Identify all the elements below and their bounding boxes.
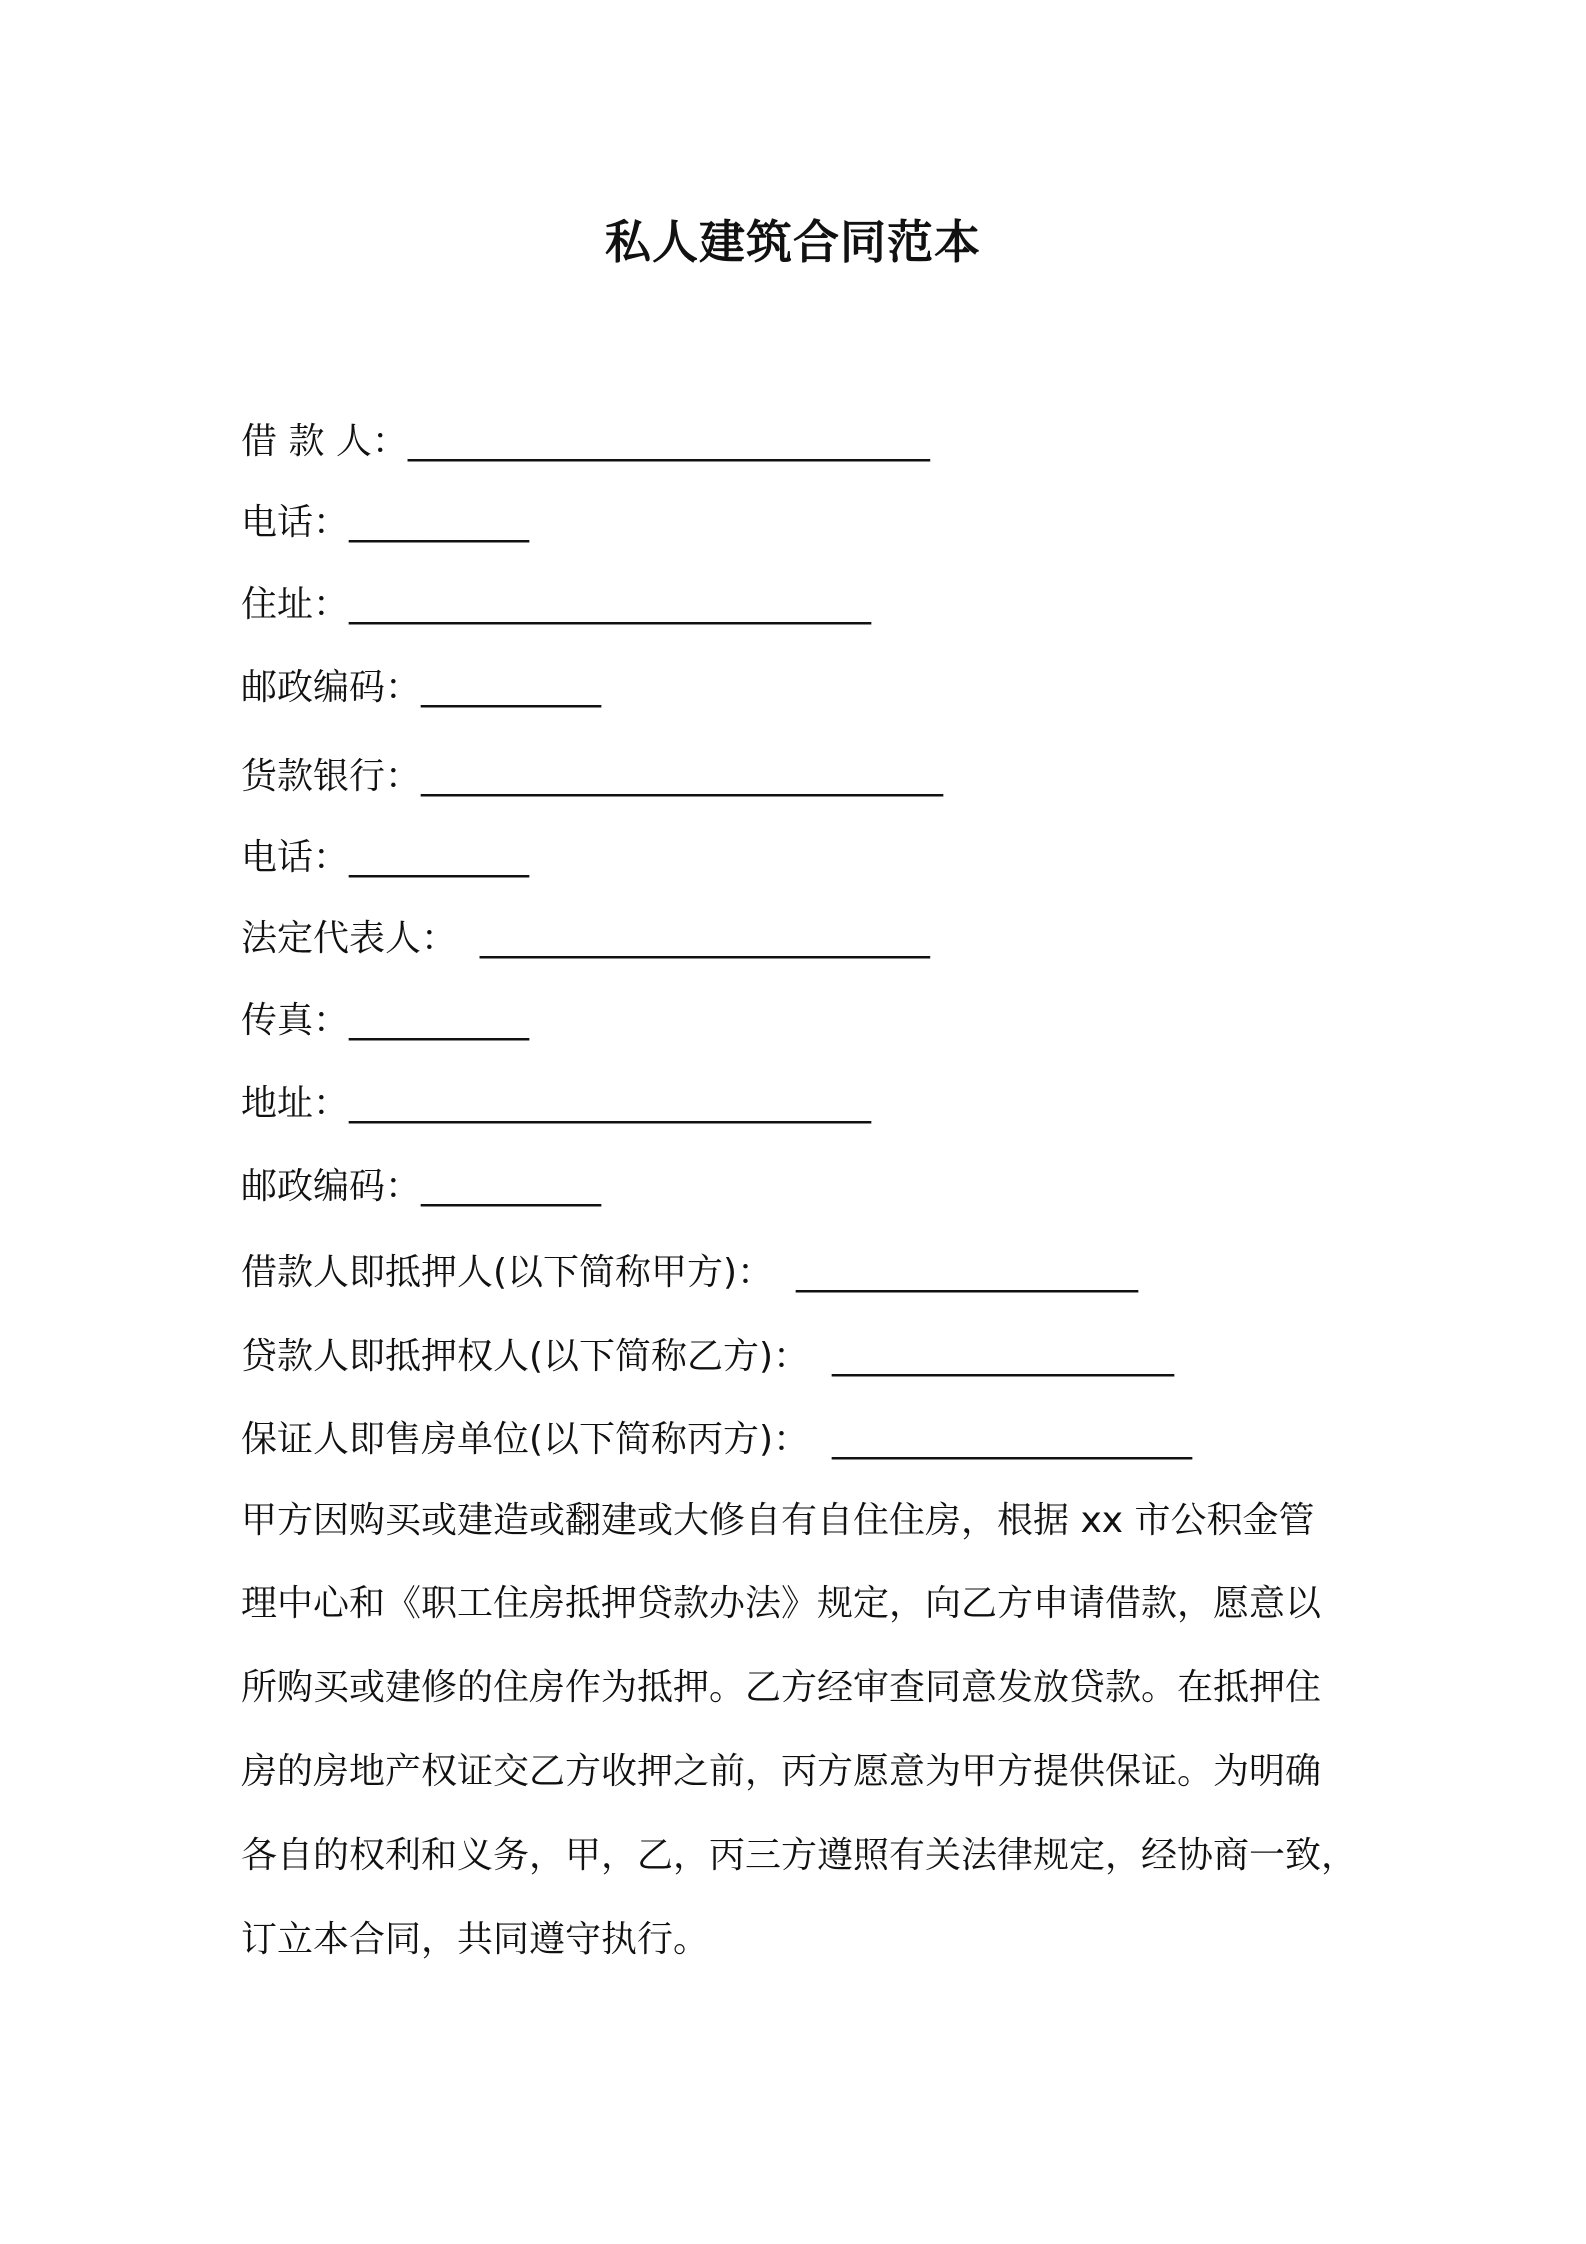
paragraph-line: 甲方因购买或建造或翻建或大修自有自住住房，根据 xx 市公积金管 [241, 1500, 1315, 1541]
fill-blank: __________ [349, 837, 530, 878]
fill-blank: _________________________ [457, 918, 930, 959]
legal-representative-field [241, 915, 930, 963]
fill-blank: ____________________ [809, 1419, 1192, 1460]
fill-blank: __________ [349, 1000, 530, 1041]
document-title: 私人建筑合同范本 [605, 215, 981, 269]
bank-phone-field [241, 834, 529, 882]
borrower-postcode-field [241, 664, 601, 712]
field-label: 贷款人即抵押权人(以下简称乙方)： [241, 1336, 810, 1377]
party-c-field [241, 1416, 1192, 1464]
field-label: 借款人即抵押人(以下简称甲方)： [241, 1252, 774, 1293]
paragraph-line: 各自的权利和义务，甲，乙，丙三方遵照有关法律规定，经协商一致， [241, 1835, 1358, 1876]
field-label: 电话： [241, 502, 350, 543]
bank-address-field [241, 1080, 871, 1128]
borrower-field [241, 418, 930, 466]
paragraph-line: 订立本合同，共同遵守执行。 [241, 1919, 710, 1960]
paragraph-line: 房的房地产权证交乙方收押之前，丙方愿意为甲方提供保证。为明确 [241, 1751, 1322, 1792]
borrower-address-field [241, 581, 871, 629]
lending-bank-field [241, 753, 943, 801]
fill-blank: ___________________ [809, 1336, 1174, 1377]
fill-blank: _____________________________ [349, 1083, 872, 1124]
borrower-phone-field [241, 499, 529, 547]
paragraph-line: 理中心和《职工住房抵押贷款办法》规定，向乙方申请借款，愿意以 [241, 1583, 1322, 1624]
field-label: 电话： [241, 837, 350, 878]
fill-blank: ___________________ [773, 1252, 1138, 1293]
field-label: 货款银行： [241, 756, 422, 797]
fill-blank: __________ [421, 667, 602, 708]
fill-blank: __________ [421, 1166, 602, 1207]
field-label: 借 款 人： [241, 421, 408, 462]
field-label: 传真： [241, 1000, 350, 1041]
fill-blank: _____________________________ [349, 584, 872, 625]
fill-blank: __________ [349, 502, 530, 543]
field-label: 住址： [241, 584, 350, 625]
field-label: 法定代表人： [241, 918, 458, 959]
party-a-field [241, 1249, 1138, 1297]
field-label: 邮政编码： [241, 667, 422, 708]
field-label: 保证人即售房单位(以下简称丙方)： [241, 1419, 810, 1460]
field-label: 邮政编码： [241, 1166, 422, 1207]
paragraph-line: 所购买或建修的住房作为抵押。乙方经审查同意发放贷款。在抵押住 [241, 1667, 1322, 1708]
fax-field [241, 997, 529, 1045]
bank-postcode-field [241, 1163, 601, 1211]
field-label: 地址： [241, 1083, 350, 1124]
fill-blank: _____________________________ [421, 756, 944, 797]
party-b-field [241, 1333, 1174, 1381]
fill-blank: _____________________________ [407, 421, 930, 462]
